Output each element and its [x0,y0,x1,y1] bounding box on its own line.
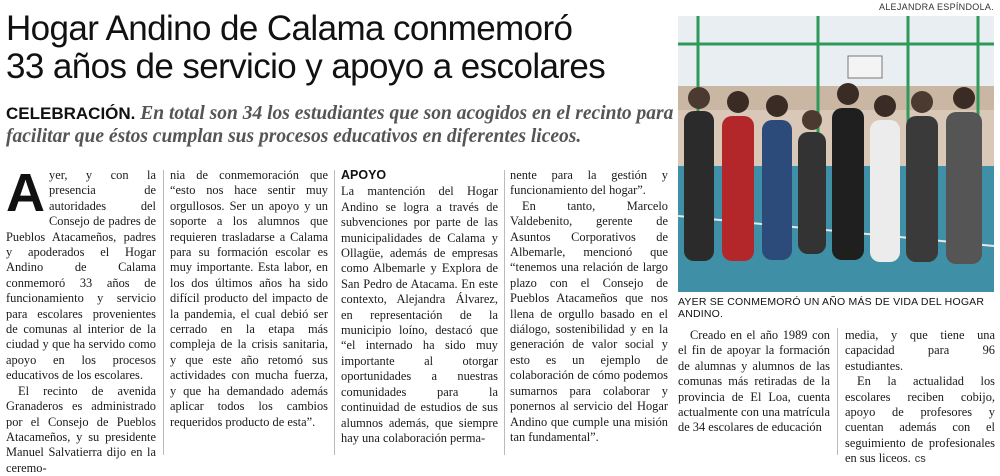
article-lead [6,102,674,148]
headline-line-2: 33 años de servicio y apoyo a escolares [6,47,606,86]
article-photo [678,16,994,292]
body-column-1 [6,163,156,476]
lead-label: CELEBRACIÓN. [6,104,136,123]
col2-paragraph-1: nia de conmemoración que “esto nos hace sentir muy orgullosos. Ser un apoyo y un soporte a los alumnos que requieren trasladarse a Calama para su formación escolar es muy importante. Esta labor, en los dos últimos años ha sido difícil producto del impacto de la pandemia, el cual debió ser cerrado en la etapa más compleja de la crisis sanitaria, y que este año retomó sus actividades con mucha fuerza, y que ha demandado además aplicar todos los cambios requeridos producto de esta”. [170,168,328,429]
col3-paragraph-1: La mantención del Hogar Andino se logra a través de subvenciones por parte de las municipalidades de Calama y Ollagüe, además de empresas como Albemarle y Explora de San Pedro de Atacama. En este contexto, Alejandra Álvarez, en representación de la municipio loíno, destacó que “el internado ha sido muy importante al otorgar oportunidades a nuestras comunidades para la continuidad de estudios de sus alumnos además, que siempre hay una colaboración perma- [341,184,498,445]
photo-roof [678,86,994,110]
column-divider [163,170,164,455]
body-column-6 [845,328,995,468]
drop-cap: A [6,163,45,223]
article-headline [6,10,666,86]
col6-paragraph-1: media, y que tiene una capacidad para 96 estudiantes. [845,328,995,373]
body-column-2 [170,168,328,430]
column-divider [334,170,335,455]
headline-line-1: Hogar Andino de Calama conmemoró [6,9,573,48]
lead-text: En total son 34 los estudiantes que son acogidos en el recinto para facilitar que éstos cumplan sus procesos educativos en diferentes liceos. [6,103,674,147]
col1-paragraph-2: El recinto de avenida Granaderos es administrado por el Consejo de Pueblos Atacameños, y su presidente Manuel Salvatierra dijo en la ceremo- [6,383,156,475]
end-mark: cs [914,453,926,466]
body-column-4 [510,168,668,445]
basketball-backboard [848,56,882,78]
column-divider [504,170,505,455]
col4-paragraph-1: nente para la gestión y funcionamiento del hogar”. [510,168,668,198]
body-column-5 [678,328,830,436]
photo-credit: ALEJANDRA ESPÍNDOLA. [878,2,994,12]
body-column-3 [341,168,498,446]
col5-paragraph-1: Creado en el año 1989 con el fin de apoyar la formación de alumnas y alumnos de las comunas más retiradas de la provincia de El Loa, cuenta actualmente con una matrícula de 34 escolares de educación [678,328,830,435]
col1-paragraph-1: yer, y con la presencia de autoridades del Consejo de padres de Pueblos Atacameños, padres y apoderados el Hogar Andino de Calama conmemoró 33 años de funcionamiento y servicio para escolares provenientes de comunas al interior de la ciudad y que ha servido como apoyo en los procesos educativos de los escolares. [6,168,156,383]
col6-paragraph-2: En la actualidad los escolares reciben cobijo, apoyo de profesores y cuentan además con el seguimiento de profesionales en sus liceos. [845,374,995,466]
col4-paragraph-2: En tanto, Marcelo Valdebenito, gerente de Asuntos Corporativos de Albemarle, mencionó que “tenemos una relación de largo plazo con el Consejo de Pueblos Atacameños que nos llena de orgullo basado en el diálogo, sostenibilidad y en la generación de valor social y esto es un ejemplo de colaboración de cómo podemos sumarnos para colaborar y ponernos al servicio del Hogar Andino que cumple una misión tan fundamental”. [510,198,668,444]
photo-caption: AYER SE CONMEMORÓ UN AÑO MÁS DE VIDA DEL HOGAR ANDINO. [678,296,985,320]
column-divider [837,328,838,455]
section-subhead: APOYO [341,168,387,182]
